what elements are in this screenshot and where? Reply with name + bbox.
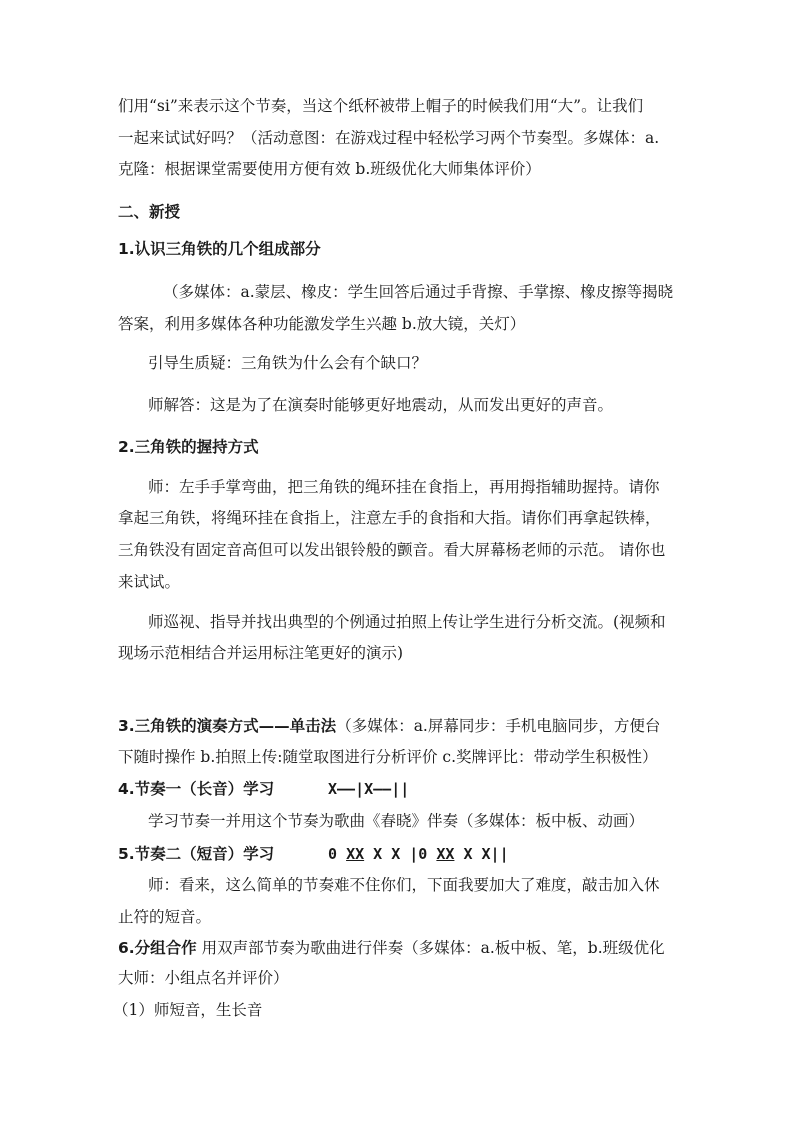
item6-line1 [118, 937, 665, 959]
section-title-new-teaching: 二、新授 [118, 203, 181, 221]
item6-heading: 6.分组合作 [118, 939, 197, 957]
item2-para2-line1: 师巡视、指导并找出典型的个例通过拍照上传让学生进行分析交流。(视频和 [148, 613, 666, 631]
item2-para1-line4: 来试试。 [118, 573, 181, 591]
eighth-note-pair: XX [436, 845, 455, 863]
intro-line-1: 们用“si”来表示这个节奏，当这个纸杯被带上帽子的时候我们用“大”。让我们 [118, 97, 644, 115]
item3-line2: 下随时操作 b.拍照上传:随堂取图进行分析评价 c.奖牌评比：带动学生积极性） [118, 748, 658, 766]
rhythm2-notation: 0 XX X X |0 XX X X|| [328, 845, 509, 863]
intro-line-2: 一起来试试好吗？（活动意图：在游戏过程中轻松学习两个节奏型。多媒体：a. [118, 129, 660, 147]
item4-heading: 4.节奏一（长音）学习 [118, 780, 275, 798]
item5-para1-line1: 师：看来，这么简单的节奏难不住你们，下面我要加大了难度，敲击加入休 [148, 876, 660, 894]
item5-para1-line2: 止符的短音。 [118, 908, 212, 926]
item2-para1-line2: 拿起三角铁，将绳环挂在食指上，注意左手的食指和大指。请你们再拿起铁棒， [118, 509, 661, 527]
item4-para1: 学习节奏一并用这个节奏为歌曲《春晓》伴奏（多媒体：板中板、动画） [148, 812, 645, 830]
item6-line2: 大师：小组点名并评价） [118, 969, 289, 987]
item2-para2-line2: 现场示范相结合并运用标注笔更好的演示) [118, 644, 404, 662]
item3-line1 [118, 715, 660, 737]
item5-heading: 5.节奏二（短音）学习 [118, 845, 275, 863]
item3-heading: 3.三角铁的演奏方式——单击法 [118, 717, 337, 735]
item2-para1-line1: 师：左手手掌弯曲，把三角铁的绳环挂在食指上，再用拇指辅助握持。请你 [148, 478, 660, 496]
item1-heading: 1.认识三角铁的几个组成部分 [118, 240, 321, 258]
eighth-note-pair: XX [346, 845, 365, 863]
item1-para1-line1: （多媒体：a.蒙层、橡皮：学生回答后通过手背擦、手掌擦、橡皮擦等揭晓 [163, 283, 674, 301]
rhythm1-notation: X——|X——|| [328, 780, 410, 798]
item1-para1-line2: 答案，利用多媒体各种功能激发学生兴趣 b.放大镜，关灯） [118, 315, 526, 333]
item1-para2: 引导生质疑：三角铁为什么会有个缺口？ [148, 354, 428, 372]
item6-description: 用双声部节奏为歌曲进行伴奏（多媒体：a.板中板、笔，b.班级优化 [196, 939, 665, 957]
intro-line-3: 克隆：根据课堂需要使用方便有效 b.班级优化大师集体评价） [118, 160, 541, 178]
item6-sub1: （1）师短音，生长音 [113, 1001, 263, 1019]
item3-description: （多媒体：a.屏幕同步：手机电脑同步，方便台 [336, 717, 661, 735]
item2-heading: 2.三角铁的握持方式 [118, 438, 259, 456]
item2-para1-line3: 三角铁没有固定音高但可以发出银铃般的颤音。看大屏幕杨老师的示范。 请你也 [118, 541, 666, 559]
item1-para3: 师解答：这是为了在演奏时能够更好地震动，从而发出更好的声音。 [148, 396, 614, 414]
